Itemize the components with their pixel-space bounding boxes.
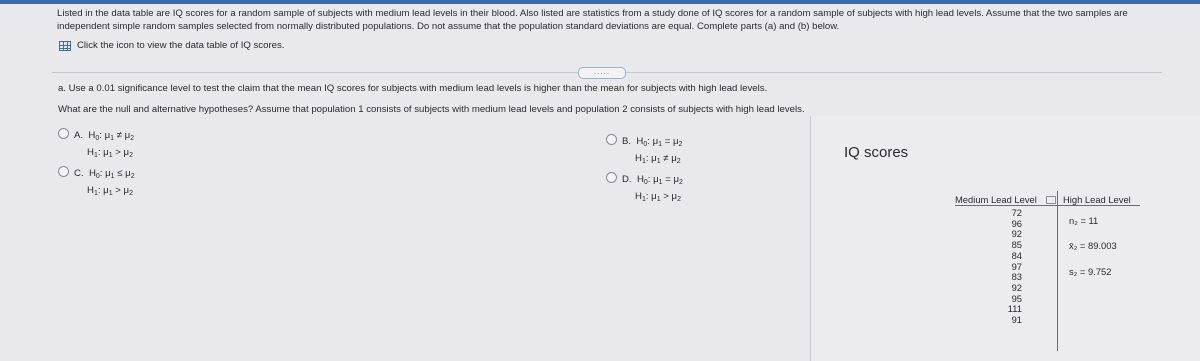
header-rule [955, 205, 1140, 206]
column-rule [1057, 191, 1058, 351]
option-d-h1-relation: > [663, 191, 669, 202]
medium-value: 84 [1011, 249, 1022, 261]
expand-button[interactable]: ..... [578, 67, 626, 79]
high-mean: x̄₂ = 89.003 [1069, 240, 1117, 251]
option-b-radio[interactable] [606, 134, 617, 145]
option-c-letter: C. [74, 168, 84, 179]
medium-value: 83 [1011, 271, 1022, 283]
option-a-h1-relation: > [115, 147, 121, 158]
option-b[interactable]: B. $H_0$: $\mu_1 = \mu_2$ $H_1$: $\mu_1 \ne \mu_2$ [606, 134, 682, 169]
part-a-prompt: a. Use a 0.01 significance level to test the claim that the mean IQ scores for subjects with medium lead levels is higher than the mean for subjects with high lead levels. [58, 83, 768, 94]
col-header-high: High Lead Level [1063, 194, 1131, 205]
medium-value: 72 [1011, 207, 1022, 218]
option-c-radio[interactable] [58, 166, 69, 177]
top-bar [0, 0, 1200, 4]
option-b-letter: B. [622, 136, 632, 147]
high-sd: s₂ = 9.752 [1069, 266, 1112, 277]
medium-value: 97 [1011, 260, 1022, 272]
option-a-h0-relation: ≠ [116, 130, 122, 141]
option-b-h1-relation: ≠ [663, 153, 669, 164]
data-table-link[interactable] [59, 40, 284, 51]
medium-value: 111 [1007, 303, 1022, 315]
data-table-link-label: Click the icon to view the data table of IQ scores. [77, 40, 285, 51]
medium-value: 95 [1011, 292, 1022, 304]
option-d-h0-relation: = [665, 174, 671, 185]
copy-icon[interactable] [1046, 196, 1056, 204]
option-d-letter: D. [622, 174, 632, 185]
option-a-radio[interactable] [58, 128, 69, 139]
option-d-radio[interactable] [606, 172, 617, 183]
medium-value: 92 [1011, 281, 1022, 293]
hypotheses-question: What are the null and alternative hypotheses? Assume that population 1 consists of subjects with medium lead levels and population 2 consists of subjects with high lead levels. [58, 104, 805, 115]
popup-title: IQ scores [844, 144, 909, 161]
option-c[interactable]: C. $H_0$: $\mu_1 \le \mu_2$ $H_1$: $\mu_1 > \mu_2$ [58, 166, 135, 201]
option-c-h1-relation: > [115, 185, 121, 196]
problem-statement: Listed in the data table are IQ scores for a random sample of subjects with medium lead levels in their blood. Also listed are statistics from a study done of IQ scores for a random sample of subjects with high lead levels. Assume that the two samples are independent simple random samples selected from normally distributed populations. Do not assume that the population standard deviations are equal. Complete parts (a) and (b) below. [57, 8, 1128, 32]
option-a[interactable]: A. $H_0$: $\mu_1 \ne \mu_2$ $H_1$: $\mu_1 > \mu_2$ [58, 128, 134, 163]
medium-value: 96 [1011, 217, 1022, 229]
option-c-h0-relation: ≤ [117, 168, 123, 179]
medium-values-list [998, 208, 1022, 326]
col-header-medium: Medium Lead Level [955, 194, 1037, 205]
option-a-letter: A. [74, 130, 84, 141]
option-d[interactable]: D. $H_0$: $\mu_1 = \mu_2$ $H_1$: $\mu_1 > \mu_2$ [606, 172, 683, 207]
table-icon[interactable] [59, 41, 71, 51]
medium-value: 92 [1011, 228, 1022, 240]
option-b-h0-relation: = [664, 136, 671, 147]
high-n2: n₂ = 11 [1069, 215, 1099, 226]
medium-value: 85 [1011, 239, 1022, 251]
medium-value: 91 [1011, 314, 1022, 326]
